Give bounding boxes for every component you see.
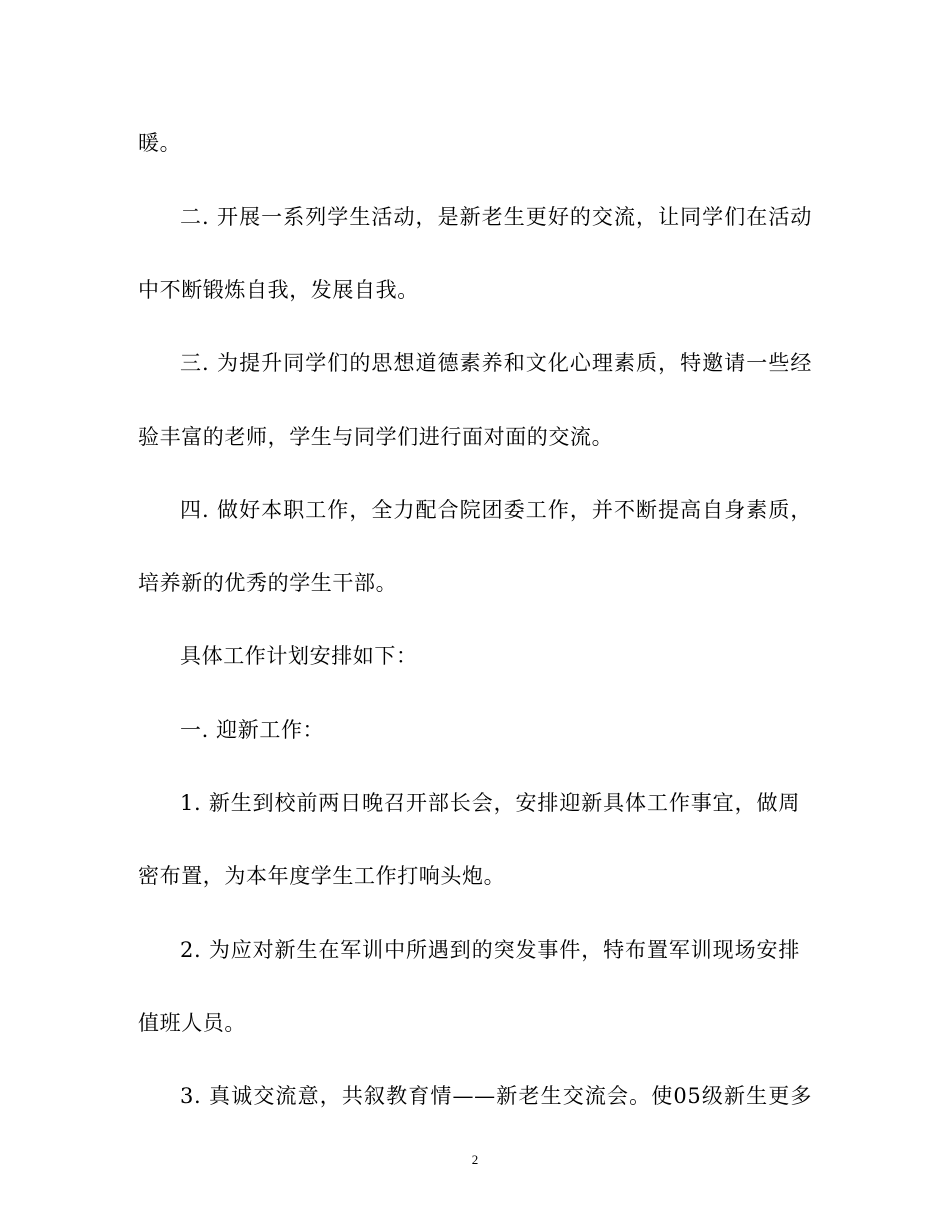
text-line-4: 三. 为提升同学们的思想道德素养和文化心理素质，特邀请一些经 <box>180 351 812 375</box>
text-line-14: 3. 真诚交流意，共叙教育情——新老生交流会。使05级新生更多 <box>180 1084 812 1108</box>
text-line-1: 暖。 <box>138 131 182 155</box>
text-line-2: 二. 开展一系列学生活动，是新老生更好的交流，让同学们在活动 <box>180 205 812 229</box>
text-line-13: 值班人员。 <box>138 1011 246 1035</box>
text-line-8: 具体工作计划安排如下： <box>180 644 418 668</box>
text-line-3: 中不断锻炼自我，发展自我。 <box>138 278 419 302</box>
text-line-12: 2. 为应对新生在军训中所遇到的突发事件，特布置军训现场安排 <box>180 938 800 962</box>
page-number: 2 <box>471 1152 479 1167</box>
text-line-5: 验丰富的老师，学生与同学们进行面对面的交流。 <box>138 425 614 449</box>
text-line-11: 密布置，为本年度学生工作打响头炮。 <box>138 864 506 888</box>
text-line-6: 四. 做好本职工作，全力配合院团委工作，并不断提高自身素质， <box>180 498 812 522</box>
text-line-7: 培养新的优秀的学生干部。 <box>138 571 398 595</box>
text-line-10: 1. 新生到校前两日晚召开部长会，安排迎新具体工作事宜，做周 <box>180 791 800 815</box>
text-line-9: 一. 迎新工作： <box>180 718 325 742</box>
